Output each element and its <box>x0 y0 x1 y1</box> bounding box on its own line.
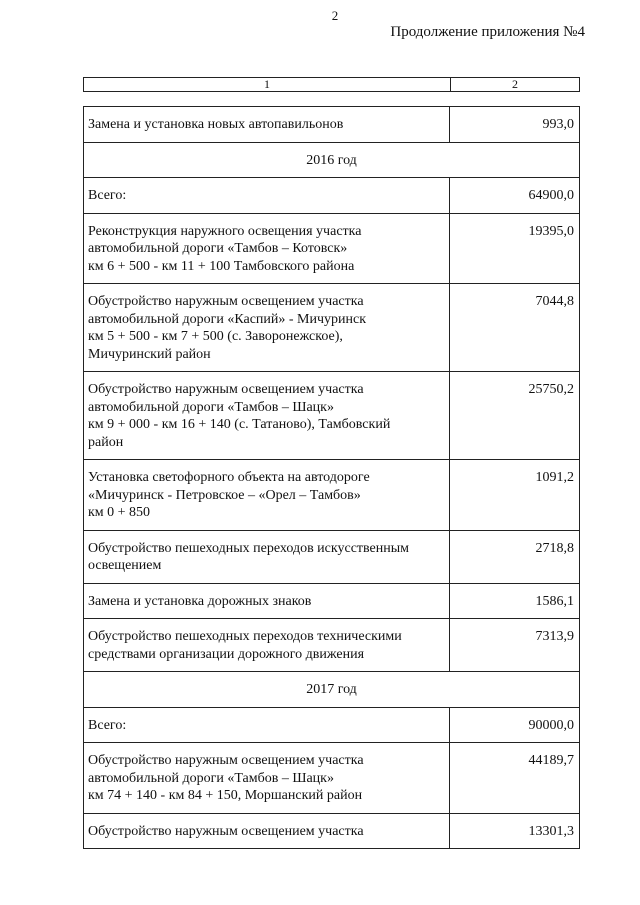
budget-table-body <box>84 107 580 849</box>
table-row <box>84 460 580 531</box>
item-description-line: км 9 + 000 - км 16 + 140 (с. Татаново), Тамбовский <box>88 417 391 432</box>
item-description <box>84 178 450 214</box>
item-description-line: автомобильной дороги «Тамбов – Котовск» <box>88 241 348 256</box>
item-description-line: Замена и установка дорожных знаков <box>88 593 312 609</box>
column-number-header <box>83 77 580 92</box>
item-description-line: Замена и установка новых автопавильонов <box>88 117 344 132</box>
item-description-line: км 74 + 140 - км 84 + 150, Моршанский район <box>88 788 363 803</box>
item-description <box>84 284 450 372</box>
item-description-line: Обустройство пешеходных переходов техническими <box>88 629 402 644</box>
item-description-line: Всего: <box>88 717 127 733</box>
item-description-line: Обустройство наружным освещением участка <box>88 753 364 768</box>
item-amount: 1586,1 <box>450 583 580 619</box>
item-description-line: км 5 + 500 - км 7 + 500 (с. Заворонежское), <box>88 329 343 344</box>
item-amount: 7044,8 <box>450 284 580 372</box>
item-description <box>84 107 450 143</box>
item-amount: 64900,0 <box>450 178 580 214</box>
year-label: 2016 год <box>84 142 580 178</box>
table-row <box>84 619 580 672</box>
item-description-line: район <box>88 434 124 450</box>
table-row <box>84 743 580 814</box>
page-number: 2 <box>331 8 339 23</box>
item-description-line: Обустройство пешеходных переходов искусственным <box>88 540 410 556</box>
item-description-line: км 0 + 850 <box>88 505 151 520</box>
item-description <box>84 372 450 460</box>
item-description-line: «Мичуринск - Петровское – «Орел – Тамбов» <box>88 487 361 503</box>
item-description-line: Обустройство наружным освещением участка <box>88 382 364 397</box>
table-row <box>84 107 580 143</box>
table-row <box>84 213 580 284</box>
table-row <box>84 284 580 372</box>
item-description-line: Обустройство наружным освещением участка <box>88 823 364 839</box>
column-header-1: 1 <box>84 78 451 92</box>
item-amount: 44189,7 <box>450 743 580 814</box>
column-header-2: 2 <box>451 78 580 92</box>
item-description <box>84 213 450 284</box>
item-description <box>84 619 450 672</box>
year-label: 2017 год <box>84 672 580 708</box>
item-description-line: средствами организации дорожного движения <box>88 646 365 662</box>
table-row <box>84 530 580 583</box>
item-description <box>84 743 450 814</box>
item-description <box>84 583 450 619</box>
table-row <box>84 707 580 743</box>
item-description-line: Реконструкция наружного освещения участка <box>88 223 362 239</box>
item-description-line: Установка светофорного объекта на автодороге <box>88 470 370 485</box>
table-row <box>84 583 580 619</box>
item-description-line: автомобильной дороги «Каспий» - Мичуринск <box>88 311 367 327</box>
item-description-line: автомобильной дороги «Тамбов – Шацк» <box>88 770 334 786</box>
table-row <box>84 372 580 460</box>
budget-table <box>83 106 580 849</box>
item-description-line: автомобильной дороги «Тамбов – Шацк» <box>88 399 334 415</box>
item-description <box>84 707 450 743</box>
table-row <box>84 178 580 214</box>
item-description <box>84 530 450 583</box>
item-description <box>84 460 450 531</box>
item-amount: 7313,9 <box>450 619 580 672</box>
year-row <box>84 672 580 708</box>
header-row <box>84 78 580 92</box>
table-row <box>84 813 580 849</box>
item-amount: 993,0 <box>450 107 580 143</box>
item-amount: 90000,0 <box>450 707 580 743</box>
item-description-line: Обустройство наружным освещением участка <box>88 294 364 309</box>
item-description-line: Всего: <box>88 188 127 203</box>
item-amount: 2718,8 <box>450 530 580 583</box>
item-description-line: км 6 + 500 - км 11 + 100 Тамбовского района <box>88 258 355 274</box>
item-amount: 13301,3 <box>450 813 580 849</box>
item-description <box>84 813 450 849</box>
item-description-line: освещением <box>88 558 162 573</box>
year-row <box>84 142 580 178</box>
item-amount: 25750,2 <box>450 372 580 460</box>
item-amount: 19395,0 <box>450 213 580 284</box>
item-amount: 1091,2 <box>450 460 580 531</box>
item-description-line: Мичуринский район <box>88 346 211 362</box>
continuation-title: Продолжение приложения №4 <box>390 24 585 40</box>
